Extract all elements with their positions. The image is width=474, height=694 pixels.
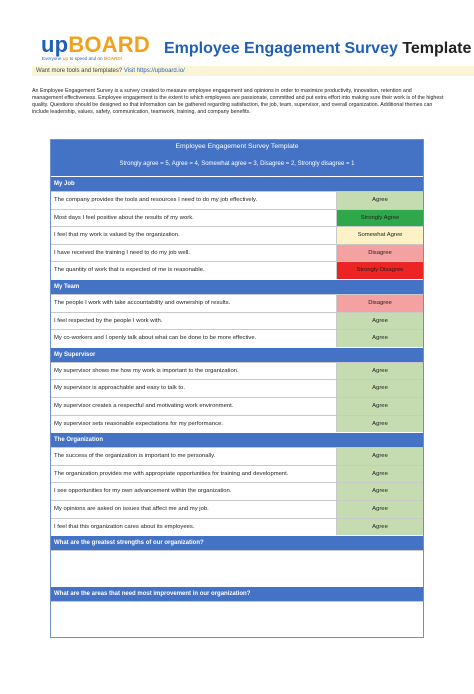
response-cell[interactable]: Agree bbox=[337, 501, 423, 518]
tagline-board: BOARD! bbox=[103, 56, 123, 61]
question-row bbox=[51, 447, 423, 465]
response-cell[interactable]: Strongly Agree bbox=[337, 210, 423, 227]
logo-up-text: up bbox=[41, 32, 69, 57]
title-suffix: Template bbox=[402, 40, 472, 57]
page-header bbox=[0, 0, 474, 66]
question-row bbox=[51, 294, 423, 312]
question-text: I feel respected by the people I work with. bbox=[51, 313, 337, 330]
question-text: I have received the training I need to do my job well. bbox=[51, 245, 337, 262]
question-text: My supervisor is approachable and easy to talk to. bbox=[51, 380, 337, 397]
question-row bbox=[51, 244, 423, 262]
question-text: The organization provides me with appropriate opportunities for training and development. bbox=[51, 466, 337, 483]
open-question-header: What are the greatest strengths of our organization? bbox=[51, 535, 423, 550]
response-cell[interactable]: Disagree bbox=[337, 245, 423, 262]
question-text: My opinions are asked on issues that affect me and my job. bbox=[51, 501, 337, 518]
question-text: My supervisor sets reasonable expectations for my performance. bbox=[51, 416, 337, 433]
question-text: The people I work with take accountability and ownership of results. bbox=[51, 295, 337, 312]
question-text: The success of the organization is important to me personally. bbox=[51, 448, 337, 465]
response-cell[interactable]: Agree bbox=[337, 313, 423, 330]
response-cell[interactable]: Agree bbox=[337, 416, 423, 433]
tagline-part: Everyone bbox=[42, 56, 63, 61]
open-answer-box[interactable] bbox=[51, 550, 423, 586]
question-row bbox=[51, 465, 423, 483]
survey-title: Employee Engagement Survey Template bbox=[175, 143, 299, 150]
response-cell[interactable]: Agree bbox=[337, 363, 423, 380]
response-cell[interactable]: Agree bbox=[337, 330, 423, 347]
question-text: The company provides the tools and resources I need to do my job effectively. bbox=[51, 192, 337, 209]
logo-board-text: BOARD bbox=[68, 32, 150, 57]
response-cell[interactable]: Strongly Disagree bbox=[337, 262, 423, 279]
response-cell[interactable]: Agree bbox=[337, 448, 423, 465]
title-main: Employee Engagement Survey bbox=[164, 40, 398, 57]
question-row bbox=[51, 379, 423, 397]
open-question-header: What are the areas that need most improvement in our organization? bbox=[51, 586, 423, 601]
question-row bbox=[51, 312, 423, 330]
question-text: I feel that my work is valued by the organization. bbox=[51, 227, 337, 244]
survey-header bbox=[51, 140, 423, 176]
response-cell[interactable]: Somewhat Agree bbox=[337, 227, 423, 244]
promo-link[interactable]: Visit https://upboard.io/ bbox=[123, 68, 185, 74]
response-cell[interactable]: Agree bbox=[337, 380, 423, 397]
section-header-my-team: My Team bbox=[51, 279, 423, 294]
tagline-up: up bbox=[62, 56, 69, 61]
question-row bbox=[51, 226, 423, 244]
section-header-my-job: My Job bbox=[51, 176, 423, 191]
question-text: I see opportunities for my own advancement within the organization. bbox=[51, 483, 337, 500]
question-text: Most days I feel positive about the results of my work. bbox=[51, 210, 337, 227]
question-text: The quantity of work that is expected of me is reasonable. bbox=[51, 262, 337, 279]
question-row bbox=[51, 329, 423, 347]
question-row bbox=[51, 261, 423, 279]
question-row bbox=[51, 518, 423, 536]
question-text: My supervisor shows me how my work is important to the organization. bbox=[51, 363, 337, 380]
upboard-logo[interactable] bbox=[41, 34, 150, 56]
response-cell[interactable]: Agree bbox=[337, 192, 423, 209]
question-row bbox=[51, 209, 423, 227]
section-header-the-organization: The Organization bbox=[51, 432, 423, 447]
question-row bbox=[51, 415, 423, 433]
survey-table bbox=[50, 139, 424, 638]
logo-tagline bbox=[42, 56, 122, 61]
rating-scale: Strongly agree = 5, Agree = 4, Somewhat agree = 3, Disagree = 2, Strongly disagree = 1 bbox=[119, 161, 355, 167]
section-header-my-supervisor: My Supervisor bbox=[51, 347, 423, 362]
response-cell[interactable]: Agree bbox=[337, 466, 423, 483]
intro-paragraph: An Employee Engagement Survey is a survey created to measure employee engagement and opinions in order to maximize productivity, innovation, retention and management effectiveness. Employee engagement is the extent to which employees are passionate, committed and put extra effort into making sure their work is of the highest quality. Questions should be designed so that information can be gathered regarding satisfaction, the job, team, supervisor, and overall organization. Additional themes can include leadership, values, safety, communication, teamwork, training, and company benefits. bbox=[32, 88, 444, 116]
question-row bbox=[51, 191, 423, 209]
promo-text: Want more tools and templates? bbox=[36, 68, 123, 74]
open-answer-box[interactable] bbox=[51, 601, 423, 637]
question-text: My supervisor creates a respectful and motivating work environment. bbox=[51, 398, 337, 415]
promo-bar bbox=[32, 66, 474, 76]
document-title bbox=[164, 40, 471, 58]
response-cell[interactable]: Agree bbox=[337, 483, 423, 500]
question-row bbox=[51, 482, 423, 500]
question-row bbox=[51, 397, 423, 415]
response-cell[interactable]: Agree bbox=[337, 398, 423, 415]
question-text: I feel that this organization cares about its employees. bbox=[51, 519, 337, 536]
question-row bbox=[51, 362, 423, 380]
tagline-part: to speed and on bbox=[68, 56, 104, 61]
response-cell[interactable]: Agree bbox=[337, 519, 423, 536]
response-cell[interactable]: Disagree bbox=[337, 295, 423, 312]
question-row bbox=[51, 500, 423, 518]
question-text: My co-workers and I openly talk about what can be done to be more effective. bbox=[51, 330, 337, 347]
